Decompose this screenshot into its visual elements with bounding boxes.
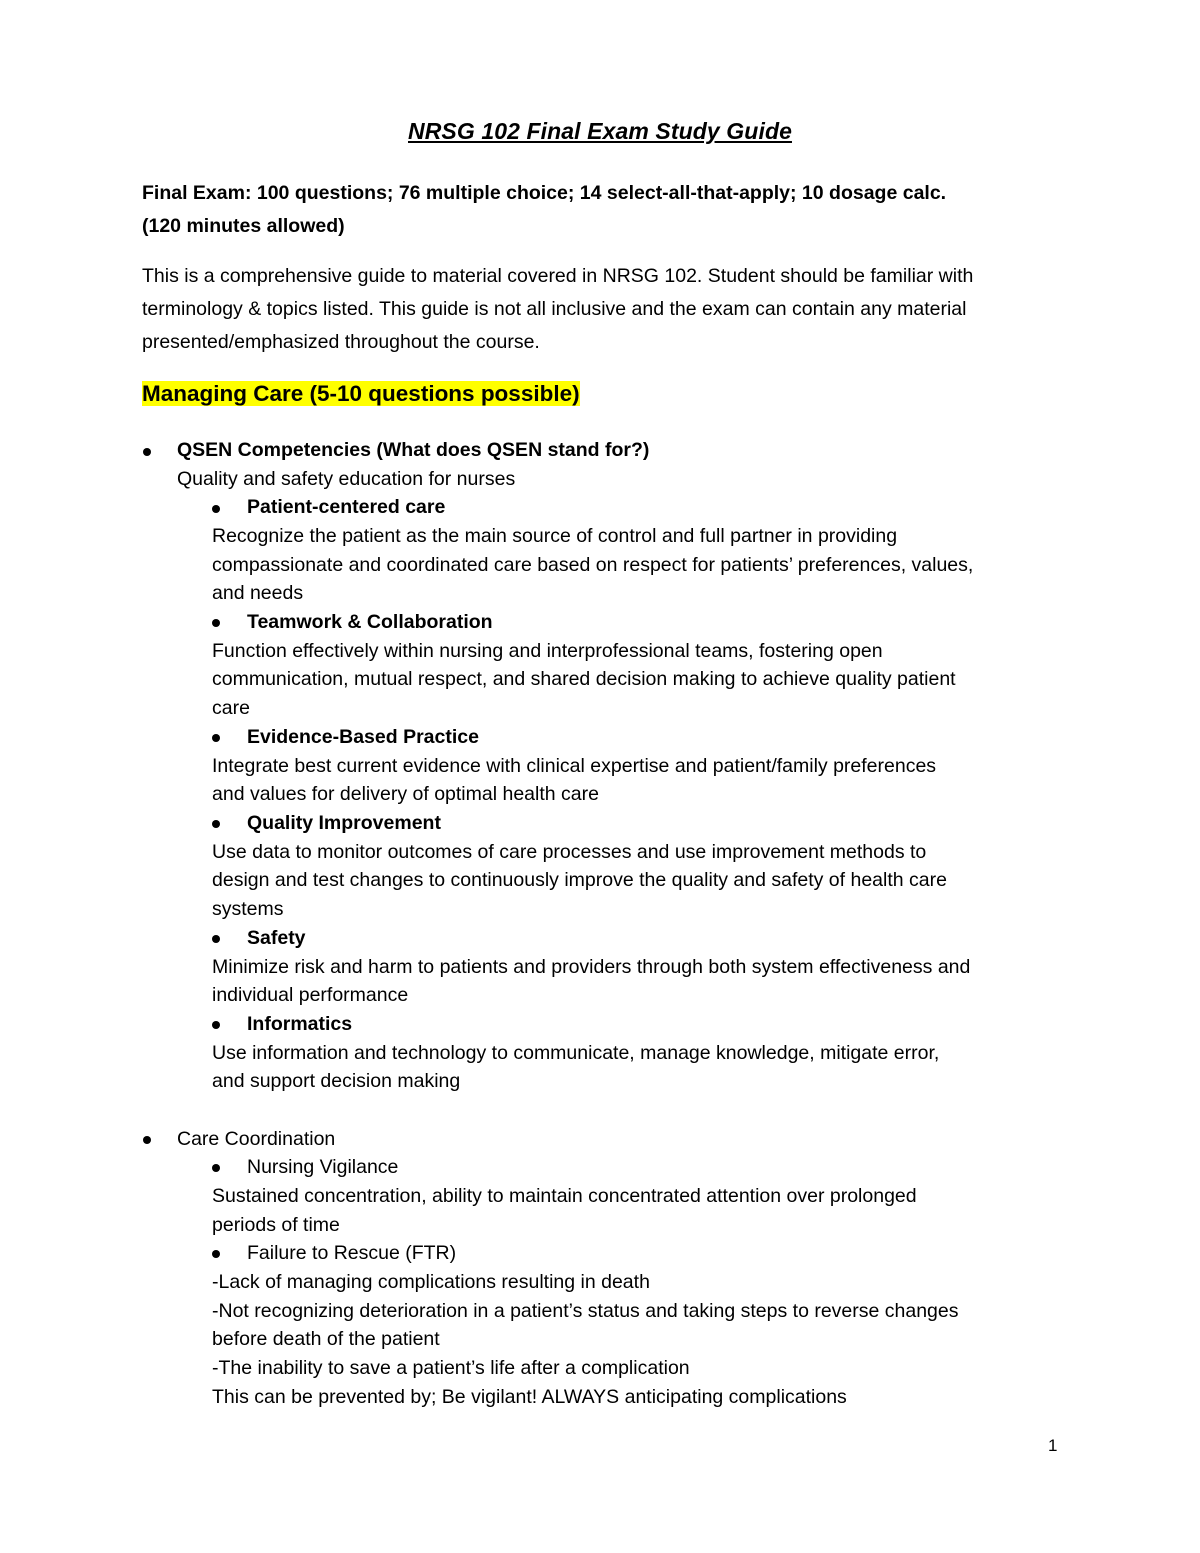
qsen-item-label: Quality Improvement (247, 812, 441, 834)
bullet-icon (212, 1164, 220, 1172)
qsen-item-text: communication, mutual respect, and shared decision making to achieve quality patient (212, 668, 956, 690)
qsen-item-text: design and test changes to continuously improve the quality and safety of health care (212, 869, 947, 891)
qsen-item-label: Patient-centered care (247, 496, 446, 518)
qsen-item-label: Informatics (247, 1013, 353, 1035)
bullet-icon (143, 1136, 151, 1144)
qsen-item-text: Use information and technology to communicate, manage knowledge, mitigate error, (212, 1042, 940, 1064)
qsen-item-label: Teamwork & Collaboration (247, 611, 493, 633)
qsen-item-text: Function effectively within nursing and interprofessional teams, fostering open (212, 640, 883, 662)
bullet-icon (212, 505, 220, 513)
bullet-icon (212, 734, 220, 742)
qsen-item-text: care (212, 697, 250, 719)
bullet-icon (212, 1250, 220, 1258)
qsen-answer: Quality and safety education for nurses (177, 468, 516, 490)
care-coordination-heading: Care Coordination (177, 1128, 336, 1150)
exam-info-line: (120 minutes allowed) (142, 215, 345, 237)
bullet-icon (212, 1021, 220, 1029)
qsen-heading: QSEN Competencies (What does QSEN stand for?) (177, 439, 650, 461)
care-item-text: Sustained concentration, ability to maintain concentrated attention over prolonged (212, 1185, 917, 1207)
qsen-item-label: Evidence-Based Practice (247, 726, 479, 748)
care-item-text: periods of time (212, 1214, 340, 1236)
qsen-item-text: compassionate and coordinated care based on respect for patients’ preferences, values, (212, 554, 974, 576)
intro-paragraph: This is a comprehensive guide to material covered in NRSG 102. Student should be familiar with terminology & topics listed. This guide is not all inclusive and the exam can contain any material presented/emphasized throughout the course. (142, 265, 974, 353)
qsen-item-text: individual performance (212, 984, 409, 1006)
bullet-icon (212, 619, 220, 627)
qsen-item-text: Recognize the patient as the main source of control and full partner in providing (212, 525, 898, 547)
section-heading (142, 378, 580, 410)
qsen-item-text: and values for delivery of optimal health care (212, 783, 599, 805)
care-item-label: Nursing Vigilance (247, 1156, 399, 1178)
care-item-text: before death of the patient (212, 1328, 440, 1350)
page-number: 1 (1048, 1436, 1058, 1455)
care-item-text: -The inability to save a patient’s life after a complication (212, 1357, 690, 1379)
care-item-text: This can be prevented by; Be vigilant! ALWAYS anticipating complications (212, 1386, 847, 1408)
bullet-icon (212, 935, 220, 943)
qsen-item-text: and support decision making (212, 1070, 461, 1092)
exam-info (142, 177, 946, 243)
bullet-icon (212, 820, 220, 828)
qsen-item-text: Use data to monitor outcomes of care processes and use improvement methods to (212, 841, 927, 863)
exam-info-line: Final Exam: 100 questions; 76 multiple choice; 14 select-all-that-apply; 10 dosage calc. (142, 182, 947, 204)
section-heading-text: Managing Care (5-10 questions possible) (142, 381, 580, 406)
qsen-item-text: systems (212, 898, 284, 920)
qsen-item-text: Minimize risk and harm to patients and providers through both system effectiveness and (212, 956, 971, 978)
qsen-item-text: Integrate best current evidence with clinical expertise and patient/family preferences (212, 755, 937, 777)
qsen-item-text: and needs (212, 582, 304, 604)
care-item-text: -Lack of managing complications resulting in death (212, 1271, 650, 1293)
care-item-label: Failure to Rescue (FTR) (247, 1242, 457, 1264)
care-item-text: -Not recognizing deterioration in a patient’s status and taking steps to reverse changes (212, 1300, 959, 1322)
bullet-icon (143, 448, 151, 456)
page-title: NRSG 102 Final Exam Study Guide (408, 118, 792, 144)
qsen-item-label: Safety (247, 927, 306, 949)
